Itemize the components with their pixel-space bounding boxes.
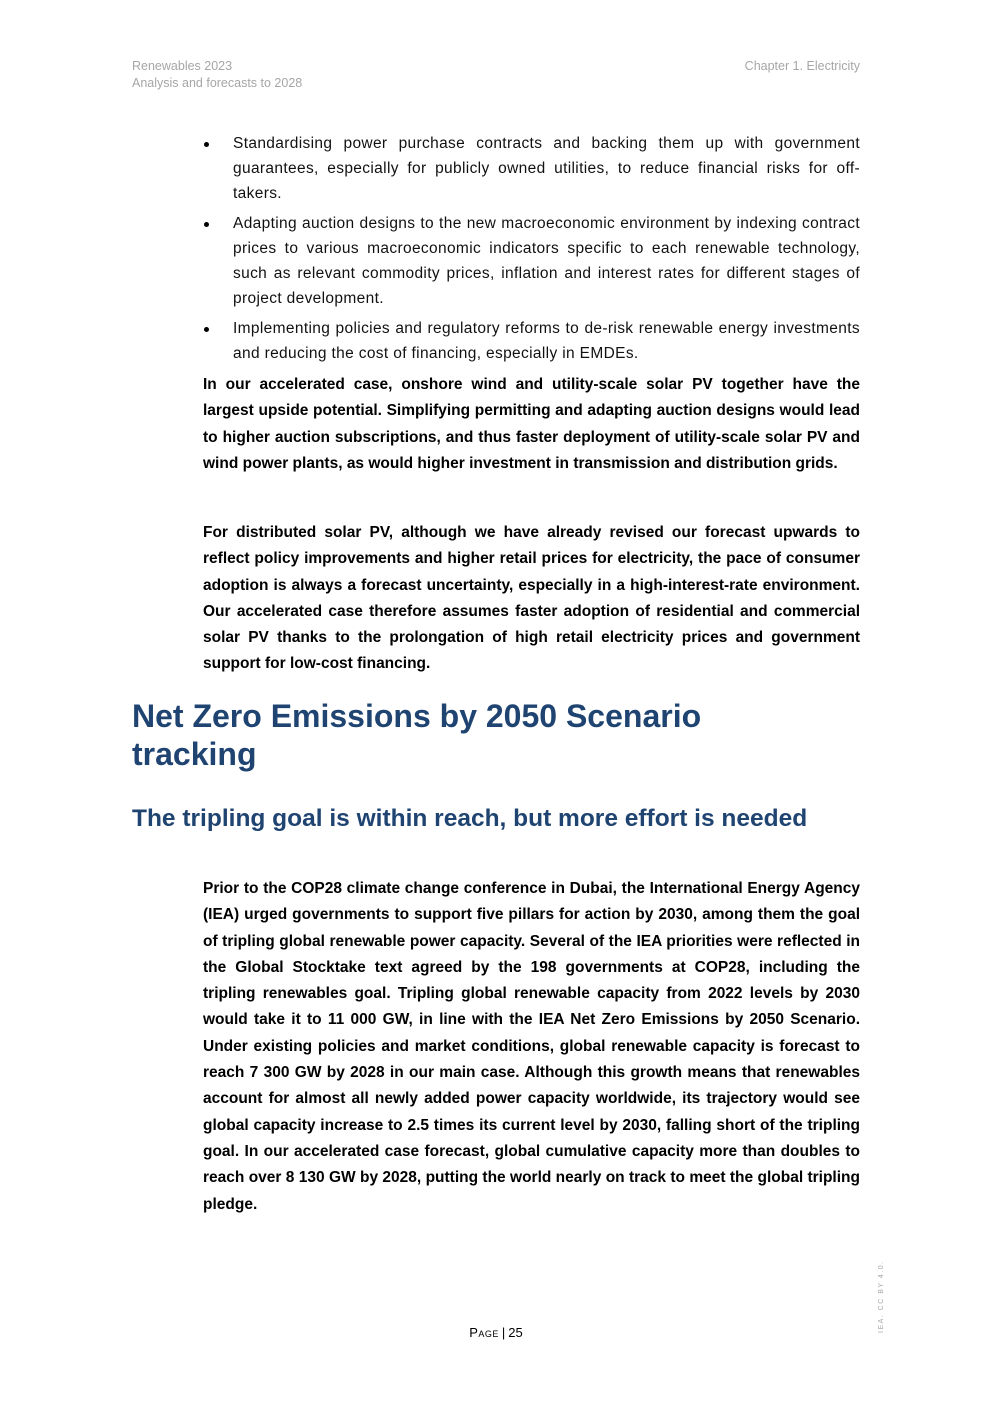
- accelerated-case-paragraph: In our accelerated case, onshore wind and utility-scale solar PV together have the largest upside potential. Simplifying permitting and adapting auction designs would lead to higher auction subscriptions, and thus faster deployment of utility-scale solar PV and wind power plants, as would higher investment in transmission and distribution grids.: [203, 376, 860, 472]
- bullet-text: Implementing policies and regulatory reforms to de-risk renewable energy investments and reducing the cost of financing, especially in EMDEs.: [233, 320, 860, 362]
- bullet-text: Adapting auction designs to the new macroeconomic environment by indexing contract prices to various macroeconomic indicators specific to each renewable technology, such as relevant commodity prices, inflation and interest rates for different stages of project development.: [233, 215, 860, 307]
- page-label: Page: [469, 1325, 499, 1340]
- bullet-list: [203, 131, 860, 371]
- page-footer: [0, 1325, 992, 1340]
- license-credit: IEA. CC BY 4.0.: [878, 1260, 885, 1333]
- running-header-left: [132, 58, 302, 92]
- chapter-title: Chapter 1. Electricity: [744, 59, 860, 73]
- distributed-pv-paragraph: For distributed solar PV, although we have already revised our forecast upwards to reflect policy improvements and higher retail prices for electricity, the pace of consumer adoption is always a forecast uncertainty, especially in a high-interest-rate environment. Our accelerated case therefore assumes faster adoption of residential and commercial solar PV thanks to the prolongation of high retail electricity prices and government support for low-cost financing.: [203, 524, 860, 673]
- section-heading: Net Zero Emissions by 2050 Scenario tracking: [132, 698, 702, 772]
- bullet-dot-icon: [204, 142, 209, 147]
- bullet-item: [203, 316, 860, 366]
- subsection-heading: The tripling goal is within reach, but more effort is needed: [132, 805, 808, 832]
- page-number: 25: [508, 1325, 523, 1340]
- tripling-goal-paragraph: Prior to the COP28 climate change conference in Dubai, the International Energy Agency (IEA) urged governments to support five pillars for action by 2030, among them the goal of tripling global renewable power capacity. Several of the IEA priorities were reflected in the Global Stocktake text agreed by the 198 governments at COP28, including the tripling renewables goal. Tripling global renewable capacity from 2022 levels by 2030 would take it to 11 000 GW, in line with the IEA Net Zero Emissions by 2050 Scenario. Under existing policies and market conditions, global renewable capacity is forecast to reach 7 300 GW by 2028 in our main case. Although this growth means that renewables account for almost all newly added power capacity worldwide, its trajectory would see global capacity increase to 2.5 times its current level by 2030, falling short of the tripling goal. In our accelerated case forecast, global cumulative capacity more than doubles to reach over 8 130 GW by 2028, putting the world nearly on track to meet the global tripling pledge.: [203, 880, 860, 1213]
- report-subtitle: Analysis and forecasts to 2028: [132, 76, 303, 90]
- bullet-dot-icon: [204, 222, 209, 227]
- bullet-item: [203, 131, 860, 206]
- running-header-right: [745, 58, 860, 75]
- bullet-item: [203, 211, 860, 311]
- bullet-dot-icon: [204, 327, 209, 332]
- report-title: Renewables 2023: [132, 59, 233, 73]
- bullet-text: Standardising power purchase contracts and backing them up with government guarantees, especially for publicly owned utilities, to reduce financial risks for off-takers.: [233, 135, 860, 202]
- page-separator: |: [501, 1325, 506, 1340]
